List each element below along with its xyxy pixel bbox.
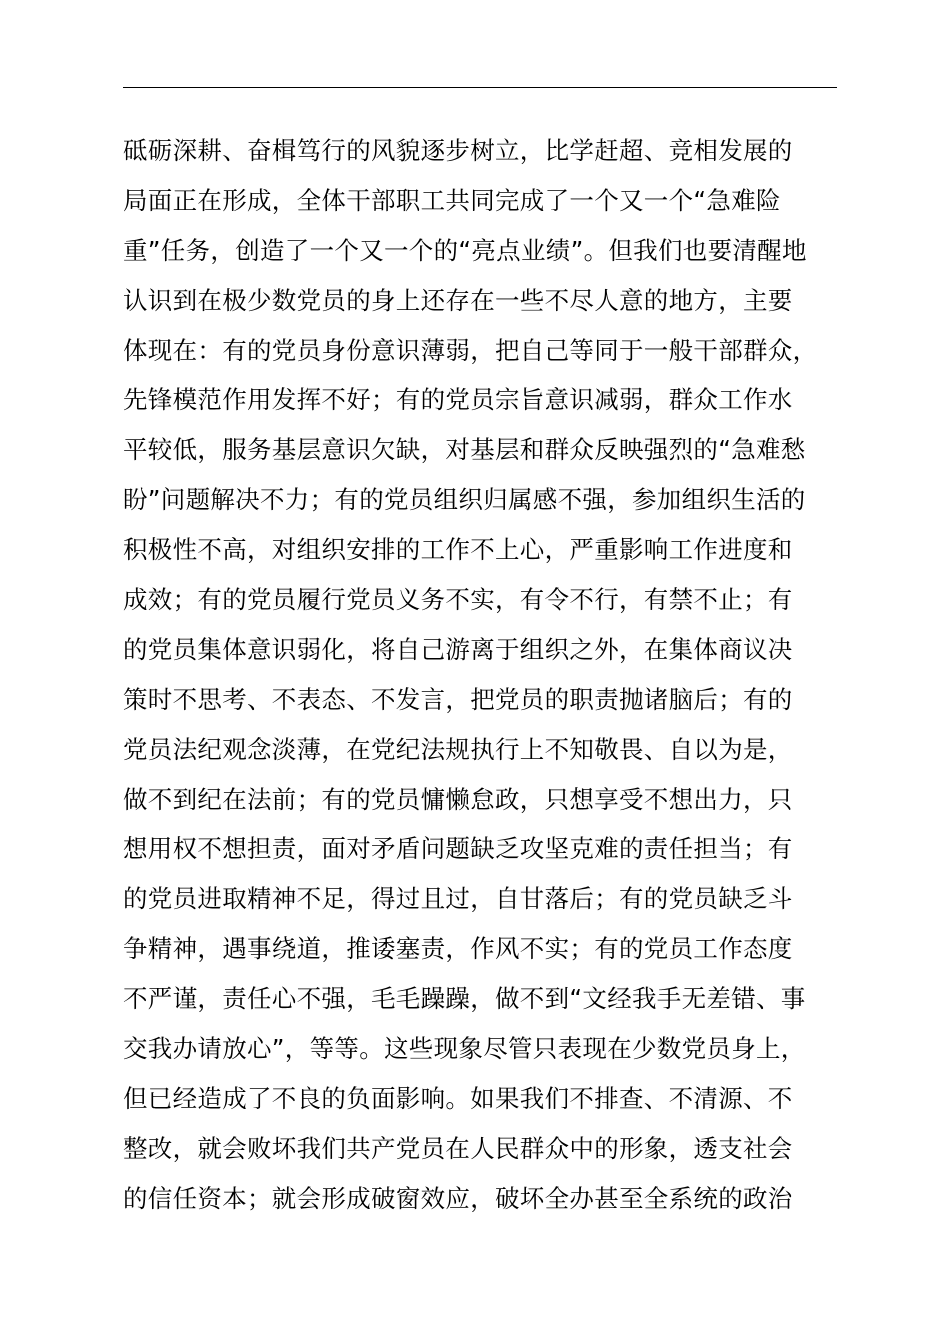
text-line: 争精神，遇事绕道，推诿塞责，作风不实；有的党员工作态度 <box>123 934 793 964</box>
body-paragraph <box>123 126 863 1224</box>
text-line: 策时不思考、不表态、不发言，把党员的职责抛诸脑后；有的 <box>123 684 793 714</box>
text-line: 盼”问题解决不力；有的党员组织归属感不强，参加组织生活的 <box>123 485 806 515</box>
text-line: 但已经造成了不良的负面影响。如果我们不排查、不清源、不 <box>123 1083 793 1113</box>
text-line: 重”任务，创造了一个又一个的“亮点业绩”。但我们也要清醒地 <box>123 235 807 265</box>
text-line: 想用权不想担责，面对矛盾问题缺乏攻坚克难的责任担当；有 <box>123 834 793 864</box>
text-line: 积极性不高，对组织安排的工作不上心，严重影响工作进度和 <box>123 535 793 565</box>
text-line: 党员法纪观念淡薄，在党纪法规执行上不知敬畏、自以为是， <box>123 734 793 764</box>
text-line: 体现在：有的党员身份意识薄弱，把自己等同于一般干部群众， <box>123 335 818 365</box>
text-line: 交我办请放心”，等等。这些现象尽管只表现在少数党员身上， <box>123 1034 806 1064</box>
text-line: 局面正在形成，全体干部职工共同完成了一个又一个“急难险 <box>123 185 781 215</box>
text-line: 认识到在极少数党员的身上还存在一些不尽人意的地方，主要 <box>123 285 793 315</box>
text-line: 的党员集体意识弱化，将自己游离于组织之外，在集体商议决 <box>123 634 793 664</box>
text-line: 整改，就会败坏我们共产党员在人民群众中的形象，透支社会 <box>123 1133 793 1163</box>
text-line: 砥砺深耕、奋楫笃行的风貌逐步树立，比学赶超、竞相发展的 <box>123 136 793 165</box>
header-rule <box>123 87 837 88</box>
text-line: 不严谨，责任心不强，毛毛躁躁，做不到“文经我手无差错、事 <box>123 984 806 1014</box>
text-line: 平较低，服务基层意识欠缺，对基层和群众反映强烈的“急难愁 <box>123 435 806 465</box>
text-line: 做不到纪在法前；有的党员慵懒怠政，只想享受不想出力，只 <box>123 784 793 814</box>
text-line: 成效；有的党员履行党员义务不实，有令不行，有禁不止；有 <box>123 585 793 615</box>
text-line: 的信任资本；就会形成破窗效应，破坏全办甚至全系统的政治 <box>123 1183 793 1213</box>
text-line: 先锋模范作用发挥不好；有的党员宗旨意识减弱，群众工作水 <box>123 385 793 415</box>
text-line: 的党员进取精神不足，得过且过，自甘落后；有的党员缺乏斗 <box>123 884 793 914</box>
